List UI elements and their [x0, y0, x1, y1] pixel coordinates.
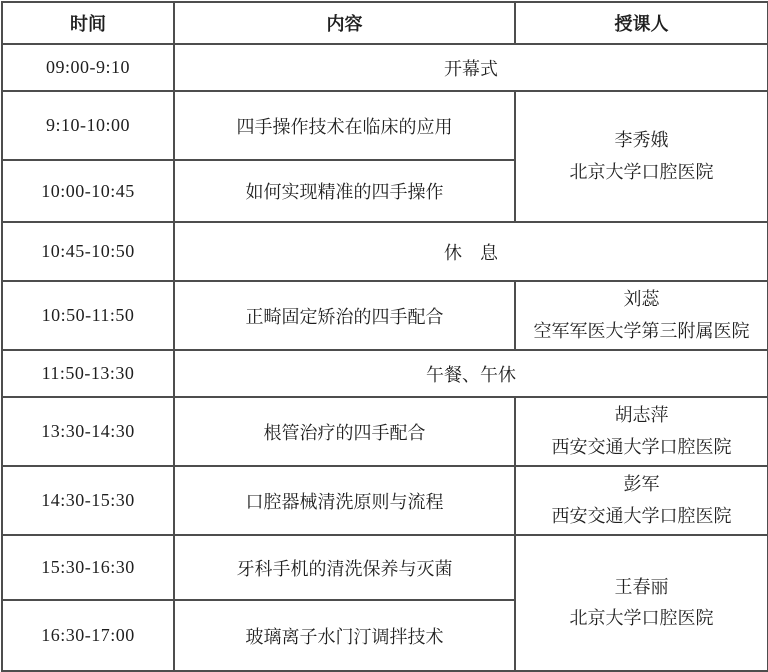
lecturer-cell [515, 91, 768, 222]
header-lecturer: 授课人 [515, 2, 768, 44]
content-cell: 玻璃离子水门汀调拌技术 [174, 600, 515, 671]
time-cell: 10:50-11:50 [2, 281, 174, 350]
table-row [2, 222, 768, 281]
content-cell: 牙科手机的清洗保养与灭菌 [174, 535, 515, 600]
lecturer-org: 空军军医大学第三附属医院 [533, 320, 750, 341]
lecturer-name: 刘蕊 [623, 289, 660, 309]
content-cell: 如何实现精准的四手操作 [174, 160, 515, 222]
lecturer-cell [515, 466, 768, 535]
lecturer-cell [515, 397, 768, 466]
lecturer-name: 王春丽 [614, 576, 669, 597]
time-cell: 10:45-10:50 [2, 222, 174, 281]
time-cell: 14:30-15:30 [2, 466, 174, 535]
time-cell: 15:30-16:30 [2, 535, 174, 600]
lecturer-name: 李秀娥 [614, 130, 669, 150]
lecturer-name: 胡志萍 [614, 405, 669, 425]
header-row [2, 2, 768, 44]
time-cell: 11:50-13:30 [2, 350, 174, 397]
content-cell: 口腔器械清洗原则与流程 [174, 466, 515, 535]
lecturer-org: 西安交通大学口腔医院 [551, 505, 732, 526]
time-cell: 09:00-9:10 [2, 44, 174, 91]
table-row [2, 397, 768, 466]
header-content: 内容 [174, 2, 515, 44]
table-row [2, 350, 768, 397]
content-cell: 四手操作技术在临床的应用 [174, 91, 515, 160]
content-cell: 午餐、午休 [174, 350, 768, 397]
time-cell: 9:10-10:00 [2, 91, 174, 160]
table-row [2, 466, 768, 535]
content-cell: 休 息 [174, 222, 768, 281]
lecturer-org: 北京大学口腔医院 [569, 161, 714, 182]
lecturer-name: 彭军 [623, 474, 660, 494]
lecturer-cell [515, 281, 768, 350]
time-cell: 16:30-17:00 [2, 600, 174, 671]
table-row [2, 44, 768, 91]
table-row [2, 91, 768, 160]
header-time: 时间 [2, 2, 174, 44]
lecturer-org: 北京大学口腔医院 [569, 608, 714, 628]
table-row [2, 281, 768, 350]
content-cell: 正畸固定矫治的四手配合 [174, 281, 515, 350]
course-schedule-table [1, 1, 768, 672]
table-row [2, 535, 768, 600]
lecturer-cell [515, 535, 768, 671]
content-cell: 根管治疗的四手配合 [174, 397, 515, 466]
content-cell: 开幕式 [174, 44, 768, 91]
time-cell: 13:30-14:30 [2, 397, 174, 466]
time-cell: 10:00-10:45 [2, 160, 174, 222]
lecturer-org: 西安交通大学口腔医院 [551, 436, 732, 457]
